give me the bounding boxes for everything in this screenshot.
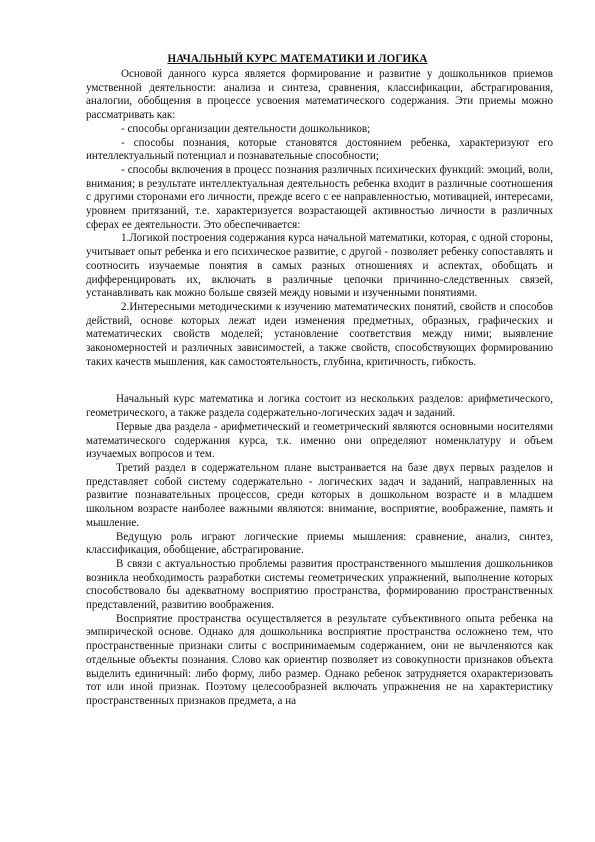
document-title: НАЧАЛЬНЫЙ КУРС МАТЕМАТИКИ И ЛОГИКА <box>167 53 428 65</box>
paragraph-logical-methods: Ведущую роль играют логические приемы мышления: сравнение, анализ, синтез, классификация, обобщение, абстрагирование. <box>86 530 553 557</box>
document-body <box>86 68 553 709</box>
paragraph-list-item-organization: - способы организации деятельности дошкольников; <box>121 122 371 135</box>
paragraph-gap <box>86 369 553 393</box>
paragraph-intro: Основой данного курса является формирование и развитие у дошкольников приемов умственной деятельности: анализа и синтеза, сравнения, классификации, абстрагирования, аналогии, обобщения в процессе усвоения математического содержания. Эти приемы можно рассматривать как: <box>86 68 553 122</box>
paragraph-space-perception: Восприятие пространства осуществляется в результате субъективного опыта ребенка на эмпирической основе. Однако для дошкольника восприятие пространства осложнено тем, что пространственные признаки слиты с воспринимаемым содержанием, они не вычленяются как отдельные объекты познания. Слово как ориентир позволяет из совокупности признаков объекта выделить единичный: либо форму, либо размер. Однако ребенок затрудняется охарактеризовать тот или иной признак. Поэтому целесообразней включать упражнения не на характеристику пространственных признаков предмета, а на <box>86 612 553 707</box>
paragraph-logic-of-content: 1.Логикой построения содержания курса начальной математики, которая, с одной стороны, учитывает опыт ребенка и его психическое развитие, с другой - позволяет ребенку сопоставлять и соотносить изучаемые понятия в самых разных отношениях и аспектах, обобщать и дифференцировать их, включать в различные цепочки причинно-следственных связей, устанавливать как можно больше связей между новыми и изученными понятиями. <box>86 232 553 300</box>
paragraph-third-section: Третий раздел в содержательном плане выстраивается на базе двух первых разделов и представляет собой систему содержательно - логических задач и заданий, направленных на развитие познавательных процессов, среди которых в дошкольном возрасте и в младшем школьном возрасте наиболее важными являются: внимание, восприятие, воображение, память и мышление. <box>86 461 553 529</box>
paragraph-list-item-psychic-functions: - способы включения в процесс познания различных психических функций: эмоций, воли, внимания; в результате интеллектуальная деятельность ребенка входит в различные соотношения с другими сторонами его личности, прежде всего с ее направленностью, мотивацией, интересами, уровнем притязаний, т.е. характеризуется возрастающей активностью личности в различных сферах ее деятельности. Это обеспечивается: <box>86 163 553 231</box>
paragraph-spatial-thinking: В связи с актуальностью проблемы развития пространственного мышления дошкольников возникла необходимость разработки системы геометрических упражнений, выполнение которых способствовало бы адекватному восприятию пространства, формированию пространственных представлений, развитию воображения. <box>86 557 553 612</box>
paragraph-methodical-approaches: 2.Интересными методическими к изучению математических понятий, свойств и способов действий, основе которых лежат идеи изменения предметных, образных, графических и математических свойств моделей; установление соответствия между ними; выявление закономерностей и различных зависимостей, а также свойств, способствующих формированию таких качеств мышления, как самостоятельность, глубина, критичность, гибкость. <box>86 300 553 368</box>
paragraph-course-sections: Начальный курс математика и логика состоит из нескольких разделов: арифметического, геометрического, а также раздела содержательно-логических задач и заданий. <box>86 393 553 420</box>
paragraph-list-item-cognition: - способы познания, которые становятся достоянием ребенка, характеризуют его интеллектуальный потенциал и познавательные способности; <box>86 136 553 163</box>
paragraph-first-two-sections: Первые два раздела - арифметический и геометрический являются основными носителями математического содержания курса, т.к. именно они определяют номенклатуру и объем изучаемых вопросов и тем. <box>86 420 553 461</box>
